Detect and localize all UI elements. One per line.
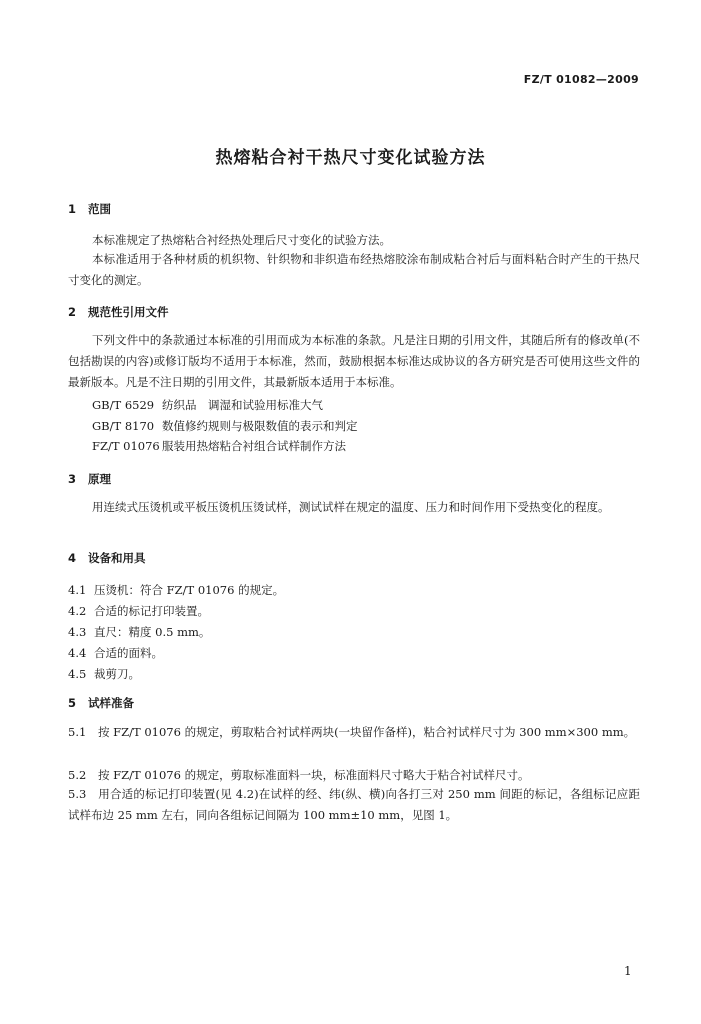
specimen-item [68, 784, 640, 826]
item-text: 用合适的标记打印装置(见 4.2)在试样的经、纬(纵、横)向各打三对 250 mm 间距的标记，各组标记应距试样布边 25 mm 左右，同向各组标记间隔为 100 mm±10 mm，见图 1。 [68, 787, 640, 822]
specimen-item [68, 767, 530, 783]
equipment-item [68, 666, 140, 682]
equipment-item [68, 645, 163, 661]
section-number: 3 [68, 472, 77, 486]
section-1-heading [68, 201, 111, 217]
section-number: 4 [68, 551, 77, 565]
section-number: 2 [68, 305, 77, 319]
item-text: 合适的标记打印装置。 [94, 604, 209, 618]
section-number: 5 [68, 696, 77, 710]
reference-item [92, 438, 346, 454]
reference-title: 纺织品 调湿和试验用标准大气 [162, 398, 323, 412]
item-number: 4.1 [68, 583, 87, 597]
equipment-item [68, 582, 284, 598]
standard-code: FZ/T 01082—2009 [523, 73, 639, 86]
reference-code: GB/T 6529 [92, 398, 155, 412]
section-5-heading [68, 695, 134, 711]
item-text: 直尺：精度 0.5 mm。 [94, 625, 211, 639]
section-2-paragraph-1: 下列文件中的条款通过本标准的引用而成为本标准的条款。凡是注日期的引用文件，其随后所有的修改单(不包括勘误的内容)或修订版均不适用于本标准，然而，鼓励根据本标准达成协议的各方研究是否可使用这些文件的最新版本。凡是不注日期的引用文件，其最新版本适用于本标准。 [68, 333, 640, 389]
specimen-item [68, 722, 640, 743]
reference-code: FZ/T 01076 [92, 439, 160, 453]
section-title: 范围 [88, 202, 111, 216]
document-title: 热熔粘合衬干热尺寸变化试验方法 [215, 148, 486, 168]
page-number: 1 [624, 964, 632, 978]
section-3-heading [68, 471, 111, 487]
reference-code: GB/T 8170 [92, 419, 155, 433]
item-text: 压烫机：符合 FZ/T 01076 的规定。 [94, 583, 285, 597]
section-title: 原理 [88, 472, 111, 486]
section-number: 1 [68, 202, 77, 216]
section-title: 试样准备 [88, 696, 134, 710]
section-2-heading [68, 304, 169, 320]
item-number: 4.4 [68, 646, 87, 660]
section-title: 规范性引用文件 [88, 305, 169, 319]
item-number: 5.3 [68, 787, 87, 801]
item-text: 裁剪刀。 [94, 667, 140, 681]
equipment-item [68, 624, 210, 640]
item-number: 5.1 [68, 725, 87, 739]
equipment-item [68, 603, 209, 619]
item-text: 合适的面料。 [94, 646, 163, 660]
item-number: 4.5 [68, 667, 87, 681]
section-3-paragraph-1: 用连续式压烫机或平板压烫机压烫试样，测试试样在规定的温度、压力和时间作用下受热变化的程度。 [92, 500, 610, 514]
item-number: 4.3 [68, 625, 87, 639]
reference-title: 数值修约规则与极限数值的表示和判定 [162, 419, 358, 433]
section-4-heading [68, 550, 146, 566]
reference-item [92, 418, 358, 434]
reference-item [92, 397, 323, 413]
reference-title: 服装用热熔粘合衬组合试样制作方法 [162, 439, 346, 453]
section-1-paragraph-1: 本标准规定了热熔粘合衬经热处理后尺寸变化的试验方法。 [92, 233, 391, 247]
section-1-paragraph-2: 本标准适用于各种材质的机织物、针织物和非织造布经热熔胶涂布制成粘合衬后与面料粘合时产生的干热尺寸变化的测定。 [68, 252, 640, 287]
section-title: 设备和用具 [88, 551, 146, 565]
item-number: 4.2 [68, 604, 87, 618]
item-text: 按 FZ/T 01076 的规定，剪取粘合衬试样两块(一块留作备样)，粘合衬试样尺寸为 300 mm×300 mm。 [98, 725, 636, 739]
item-text: 按 FZ/T 01076 的规定，剪取标准面料一块，标准面料尺寸略大于粘合衬试样尺寸。 [98, 768, 530, 782]
item-number: 5.2 [68, 768, 87, 782]
